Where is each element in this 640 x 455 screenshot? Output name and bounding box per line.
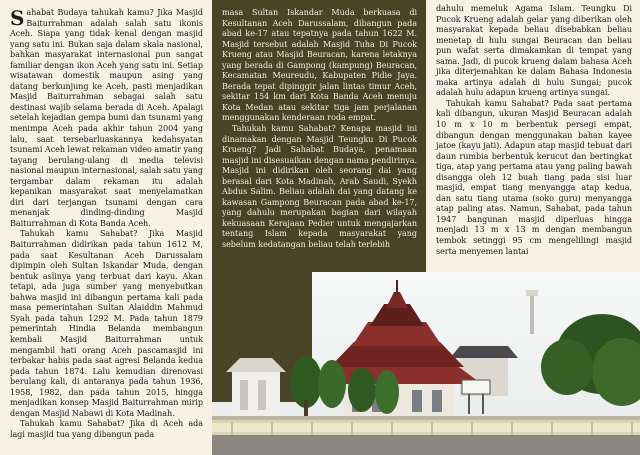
left-text-column [0, 0, 212, 455]
drop-cap: S [10, 6, 25, 30]
paragraph-5: Tahukah kamu Sahabat? Kenapa masjid ini dinamakan dengan Masjid Teungku Di Pucok Krueng? Jadi Sahabat Budaya, penamaan masjid ini disesuaikan dengan nama pendirinya. Masjid ini didirikan oleh seorang dai yang berasal dari Kota Madinah, Arab Saudi, Syekh Abdus Salim. Beliau adalah dai yang datang ke kawasan Gampong Beuracan pada abad ke-17, yang dahulu merupakan bagian dari wilayah kekuasaan Kerajaan Pedier untuk mengajarkan tentang Islam kepada masyarakat yang sebelum kedatangan beliau telah terlebih [222, 124, 417, 250]
mosque-photo [212, 272, 640, 455]
paragraph-7: Tahukah kamu Sahabat? Pada saat pertama kali dibangun, ukuran Masjid Beuracan adalah 10 m x 10 m berbentuk persegi empat, dibangun dengan menggunakan bahan kayee jatoe (kayu jati). Adapun atap masjid tebuat dari daun rumbia berbentuk kerucut dan bertingkat tiga, atap yang pertama atau yang paling bawah disangga oleh 12 buah tiang pada sisi luar masjid, empat tiang menyangga atap kedua, dan satu tiang utama (soko guru) menyangga atap paling atas. Namun, Sahabat, pada tahun 1947 bangunan masjid diperluas hingga menjadi 13 m x 13 m dengan membangun tembok setinggi 95 cm mengelilingi masjid serta menyemen lantai [436, 98, 632, 256]
paragraph-1-text: ahabat Budaya tahukah kamu? Jika Masjid Baiturrahman adalah salah satu ikonis Aceh. Siapa yang tidak kenal dengan masjid yang satu ini. Bukan saja dalam skala nasional, bahkan masyarakat internasional pun sangat familiar dengan ikon Aceh yang satu ini. Setiap wisatawan domestik maupun asing yang datang berkunjung ke Aceh, pasti menjadikan Masjid Baiturrahman sebagai salah satu destinasi wajib selama berada di Aceh. Apalagi setelah kejadian gempa bumi dan tsunami yang menimpa Aceh pada akhir tahun 2004 yang lalu, saat tersebarluaskannya kedahsyatan tsunami Aceh lewat rekaman video amatir yang tayang berulang-ulang di media televisi nasional maupun internasional, salah satu yang tergambar dalam rekaman itu adalah kepanikan masyarakat saat menyelamatkan diri dari terjangan tsunami dengan cara menanjak dinding-dinding Masjid Baiturrahman di Kota Banda Aceh. [10, 8, 203, 228]
paragraph-6: dahulu memeluk Agama Islam. Teungku Di Pucok Krueng adalah gelar yang diberikan oleh masyarakat kepada beliau disebabkan beliau menetap di hulu sungai Beuracan dan beliau pun wafat serta dimakamkan di tempat yang sama. Jadi, di pucok krueng dalam bahasa Aceh jika diterjemahkan ke dalam Bahasa Indonesia maka artinya adalah di hulu Sungai; pucok adalah hulu adapun krueng artinya sungai. [436, 4, 632, 98]
paragraph-2: Tahukah kamu Sahabat? Jika Masjid Baiturrahman didirikan pada tahun 1612 M, pada saat Kesultanan Aceh Darussalam dipimpin oleh Sultan Iskandar Muda, dengan bentuk aslinya yang terbuat dari kayu. Akan tetapi, ada juga sumber yang menyebutkan bahwa masjid ini dibangun pertama kali pada masa pemerintahan Sultan Alaiddin Mahmud Syah pada tahun 1292 M. Pada tahun 1879 pemerintah Hindia Belanda membangun kembali Masjid Baiturrahman untuk mengambil hati orang Aceh pascamasjid ini terbakar habis pada saat agresi Belanda kedua pada tahun 1874. Lalu kemudian direnovasi berulang kali, di antaranya pada tahun 1936, 1958, 1982, dan pada tahun 2015, hingga menjadikan konsep Masjid Baiturrahman mirip dengan Masjid Nabawi di Kota Madinah. [10, 229, 203, 418]
paragraph-3: Tahukah kamu Sahabat? Jika di Aceh ada lagi masjid tua yang dibangun pada [10, 419, 203, 439]
paragraph-1 [10, 8, 203, 229]
paragraph-4: masa Sultan Iskandar Muda berkuasa di Kesultanan Aceh Darussalam, dibangun pada abad ke-17 atau tepatnya pada tahun 1622 M. Masjid tersebut adalah Masjid Tuha Di Pucok Krueng atau Masjid Beuracan, karena letaknya yang berada di Gampong (kampung) Beuracan, Kecamatan Meureudu, Kabupaten Pidie Jaya. Berada tepat dipinggir jalan lintas timur Aceh, sekitar 154 km dari Kota Banda Aceh menuju Kota Medan atau sekitar tiga jam perjalanan menggunakan kenderaan roda empat. [222, 8, 417, 123]
mosque-photo-icon [212, 272, 640, 455]
